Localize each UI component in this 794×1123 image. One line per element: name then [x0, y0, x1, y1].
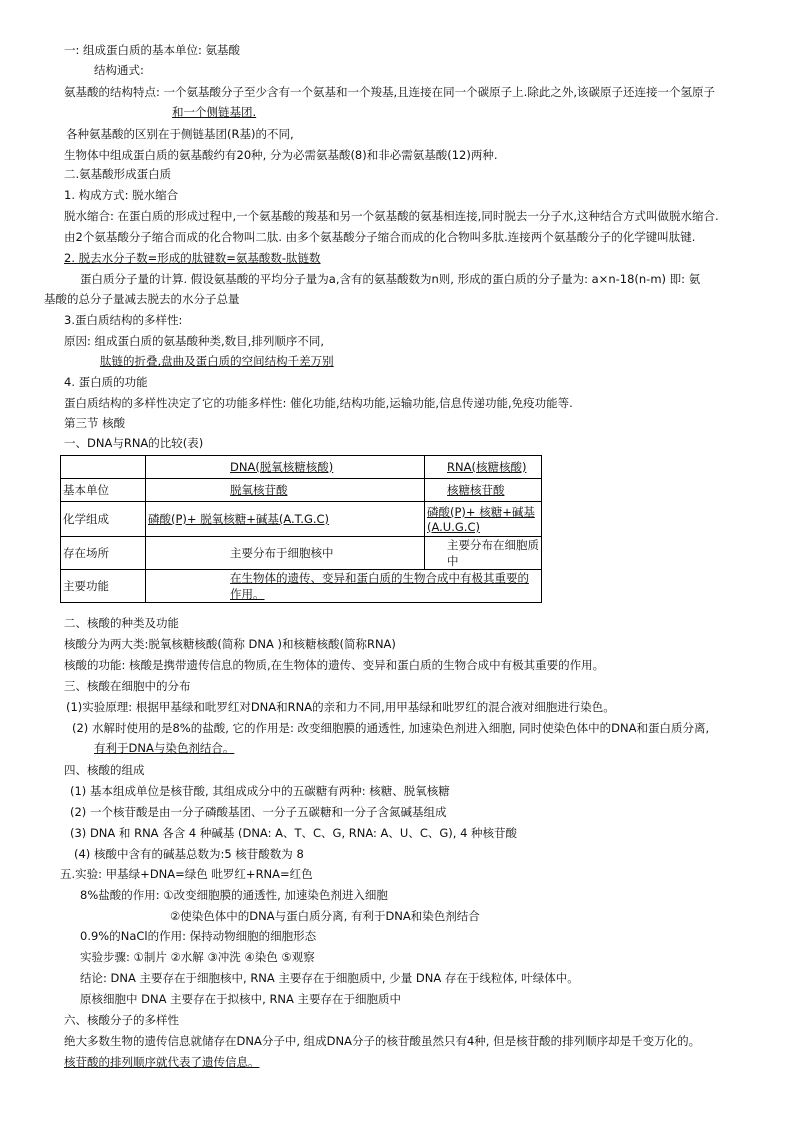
table-row	[61, 502, 542, 537]
table-cell: 磷酸(P)+ 脱氧核糖+碱基(A.T.G.C)	[146, 502, 425, 537]
text-line: 实验步骤: ①制片 ②水解 ③冲洗 ④染色 ⑤观察	[80, 950, 315, 964]
table-cell: DNA(脱氧核糖核酸)	[146, 456, 425, 479]
table-cell: 主要分布在细胞质中	[425, 537, 542, 570]
text-line: 生物体中组成蛋白质的氨基酸约有20种, 分为必需氨基酸(8)和非必需氨基酸(12)两种.	[64, 148, 498, 162]
text-line: 基酸的总分子量减去脱去的水分子总量	[44, 292, 240, 306]
text-line: 核苷酸的排列顺序就代表了遗传信息。	[64, 1055, 260, 1069]
text-line: 核酸分为两大类:脱氧核糖核酸(简称 DNA )和核糖核酸(简称RNA)	[64, 637, 396, 651]
table-cell: 基本单位	[61, 479, 146, 502]
text-line: 蛋白质结构的多样性决定了它的功能多样性: 催化功能,结构功能,运输功能,信息传递功能,免疫功能等.	[64, 396, 573, 410]
text-line: 3.蛋白质结构的多样性:	[64, 313, 183, 327]
text-line: 有利于DNA与染色剂结合。	[94, 741, 235, 755]
section-heading: 一、DNA与RNA的比较(表)	[64, 436, 204, 450]
section-heading: 五.实验: 甲基绿+DNA=绿色 吡罗红+RNA=红色	[60, 867, 313, 881]
text-line: 结论: DNA 主要存在于细胞核中, RNA 主要存在于细胞质中, 少量 DNA 存在于线粒体, 叶绿体中。	[80, 971, 579, 985]
text-line: (2) 一个核苷酸是由一分子磷酸基团、一分子五碳糖和一分子含氮碱基组成	[70, 805, 447, 819]
section-heading: 三、核酸在细胞中的分布	[64, 679, 191, 693]
section-heading: 二.氨基酸形成蛋白质	[64, 167, 172, 181]
table-header-row	[61, 456, 542, 479]
text-line: 1. 构成方式: 脱水缩合	[64, 188, 179, 202]
text-line: 8%盐酸的作用: ①改变细胞膜的通透性, 加速染色剂进入细胞	[80, 888, 388, 902]
text-line: 各种氨基酸的区别在于侧链基团(R基)的不同,	[66, 127, 294, 141]
text-line: 蛋白质分子量的计算. 假设氨基酸的平均分子量为a,含有的氨基酸数为n则, 形成的蛋白质的分子量为: a×n-18(n-m) 即: 氨	[80, 272, 701, 286]
text-line: 核酸的功能: 核酸是携带遗传信息的物质,在生物体的遗传、变异和蛋白质的生物合成中有极其重要的作用。	[64, 658, 605, 672]
text-line: 结构通式:	[94, 63, 144, 77]
table-cell	[61, 456, 146, 479]
table-cell: RNA(核糖核酸)	[425, 456, 542, 479]
text-line: 原因: 组成蛋白质的氨基酸种类,数目,排列顺序不同,	[64, 334, 324, 348]
section-heading: 四、核酸的组成	[64, 763, 145, 777]
text-line: 4. 蛋白质的功能	[64, 375, 148, 389]
text-line: 氨基酸的结构特点: 一个氨基酸分子至少含有一个氨基和一个羧基,且连接在同一个碳原子上.除此之外,该碳原子还连接一个氢原子	[64, 85, 715, 99]
text-line: (1) 基本组成单位是核苷酸, 其组成成分中的五碳糖有两种: 核糖、脱氧核糖	[70, 784, 450, 798]
text-line: 脱水缩合: 在蛋白质的形成过程中,一个氨基酸的羧基和另一个氨基酸的氨基相连接,同时脱去一分子水,这种结合方式叫做脱水缩合.	[64, 209, 719, 223]
text-line: 由2个氨基酸分子缩合而成的化合物叫二肽. 由多个氨基酸分子缩合而成的化合物叫多肽.连接两个氨基酸分子的化学键叫肽键.	[64, 230, 696, 244]
section-heading: 二、核酸的种类及功能	[64, 616, 179, 630]
table-cell: 存在场所	[61, 537, 146, 570]
text-line: (3) DNA 和 RNA 各含 4 种碱基 (DNA: A、T、C、G, RNA: A、U、C、G), 4 种核苷酸	[70, 826, 518, 840]
text-line: (1)实验原理: 根据甲基绿和吡罗红对DNA和RNA的亲和力不同,用甲基绿和吡罗红的混合液对细胞进行染色。	[66, 700, 615, 714]
table-cell: 化学组成	[61, 502, 146, 537]
text-line: (2) 水解时使用的是8%的盐酸, 它的作用是: 改变细胞膜的通透性, 加速染色剂进入细胞, 同时使染色体中的DNA和蛋白质分离,	[72, 721, 710, 735]
text-line: 2. 脱去水分子数=形成的肽键数=氨基酸数-肽链数	[64, 251, 321, 265]
text-line: 绝大多数生物的遗传信息就储存在DNA分子中, 组成DNA分子的核苷酸虽然只有4种, 但是核苷酸的排列顺序却是千变万化的。	[64, 1034, 701, 1048]
text-line: 0.9%的NaCl的作用: 保持动物细胞的细胞形态	[80, 929, 317, 943]
text-line: 原核细胞中 DNA 主要存在于拟核中, RNA 主要存在于细胞质中	[80, 992, 402, 1006]
section-heading: 第三节 核酸	[64, 416, 126, 430]
text-line: 肽链的折叠,盘曲及蛋白质的空间结构千差万别	[100, 354, 334, 368]
table-row	[61, 479, 542, 502]
table-row	[61, 537, 542, 570]
section-heading: 六、核酸分子的多样性	[64, 1013, 179, 1027]
table-cell: 主要分布于细胞核中	[146, 537, 425, 570]
section-heading: 一: 组成蛋白质的基本单位: 氨基酸	[64, 43, 241, 57]
table-cell: 在生物体的遗传、变异和蛋白质的生物合成中有极其重要的作用。	[146, 570, 542, 603]
table-cell: 核糖核苷酸	[425, 479, 542, 502]
text-line: (4) 核酸中含有的碱基总数为:5 核苷酸数为 8	[74, 847, 304, 861]
dna-rna-comparison-table	[60, 455, 542, 603]
table-cell: 磷酸(P)+ 核糖+碱基(A.U.G.C)	[425, 502, 542, 537]
text-line: 和一个侧链基团.	[172, 105, 257, 119]
table-cell: 脱氧核苷酸	[146, 479, 425, 502]
text-line: ②使染色体中的DNA与蛋白质分离, 有利于DNA和染色剂结合	[170, 909, 480, 923]
table-row	[61, 570, 542, 603]
table-cell: 主要功能	[61, 570, 146, 603]
